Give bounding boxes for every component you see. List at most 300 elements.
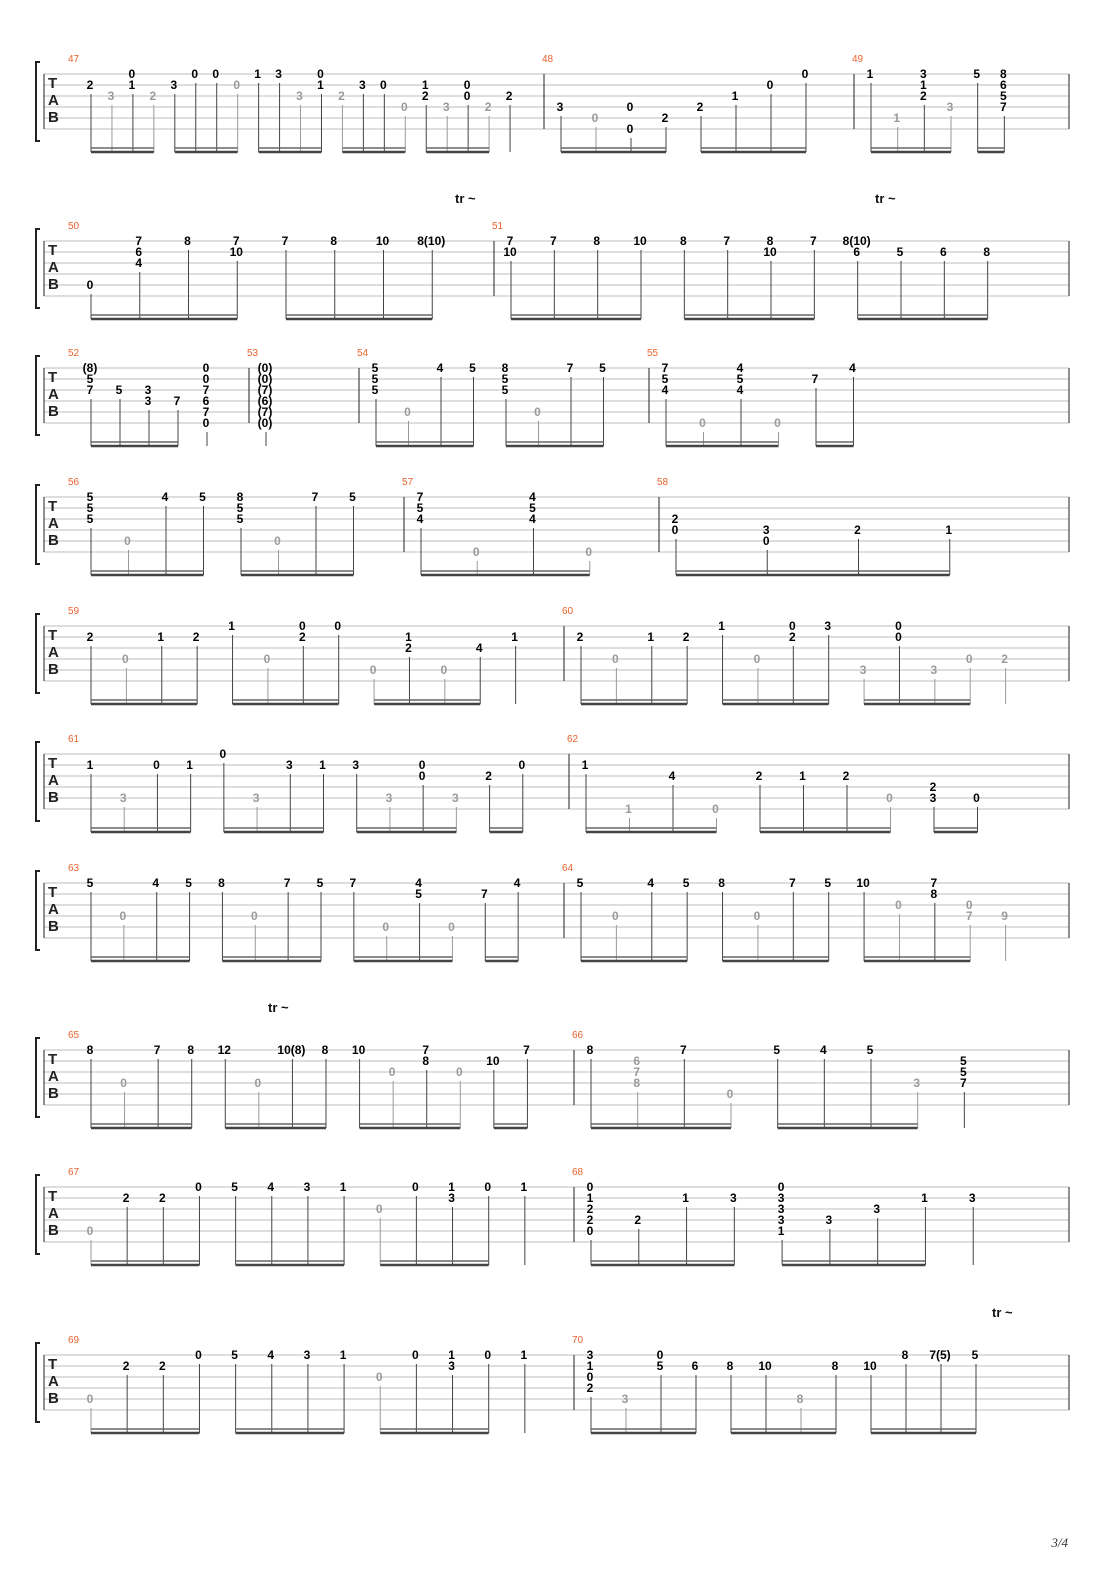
fret-number: 8 — [796, 1392, 804, 1406]
fret-number: 2 — [149, 89, 157, 103]
fret-number: 7 — [930, 876, 938, 890]
fret-number: 5 — [824, 876, 832, 890]
fret-number: 8(10) — [842, 234, 871, 248]
bar — [247, 348, 272, 446]
fret-number: 7 — [422, 1043, 430, 1057]
bar-number: 68 — [572, 1167, 584, 1178]
fret-number: 7 — [999, 100, 1007, 114]
fret-number: 8 — [633, 1076, 641, 1090]
fret-number: 8 — [184, 234, 191, 248]
fret-number: 5 — [199, 490, 206, 504]
fret-number: 3 — [913, 1076, 921, 1090]
fret-number: 0 — [250, 909, 258, 923]
fret-number: 0 — [202, 416, 210, 430]
fret-number: 1 — [228, 619, 235, 633]
fret-number: 4 — [475, 641, 483, 655]
fret-number: 1 — [647, 630, 655, 644]
fret-number: 3 — [448, 1359, 455, 1373]
fret-number: 2 — [788, 630, 796, 644]
fret-number: 7 — [173, 394, 181, 408]
fret-number: 0 — [317, 67, 324, 81]
fret-number: 5 — [185, 876, 192, 890]
fret-number: 7 — [281, 234, 289, 248]
fret-number: 10 — [856, 876, 870, 890]
fret-number: 7 — [633, 1065, 641, 1079]
fret-number: (6) — [257, 394, 273, 408]
fret-number: 5 — [501, 383, 509, 397]
fret-number: 7 — [566, 361, 574, 375]
tab-clef-letter: A — [48, 92, 59, 109]
tab-clef-letter: A — [48, 386, 59, 403]
fret-number: 4 — [161, 490, 169, 504]
fret-number: 3 — [107, 89, 115, 103]
page-number: 3/4 — [1051, 1535, 1068, 1550]
fret-number: 5 — [415, 887, 422, 901]
fret-number: 5 — [86, 501, 94, 515]
tab-clef-letter: T — [48, 884, 58, 901]
fret-number: 10 — [375, 234, 390, 248]
fret-number: 1 — [919, 78, 927, 92]
fret-number: 1 — [319, 758, 326, 772]
fret-number: 0 — [463, 89, 471, 103]
tab-clef-letter: A — [48, 772, 59, 789]
system-bracket — [36, 1038, 40, 1117]
fret-number: 7 — [965, 909, 973, 923]
bar-number: 47 — [68, 54, 80, 65]
bar — [562, 863, 1008, 961]
tab-system — [36, 1000, 1069, 1128]
fret-number: (0) — [257, 361, 273, 375]
fret-number: 0 — [212, 67, 220, 81]
fret-number: 5 — [959, 1065, 967, 1079]
trill-mark: tr ~ — [875, 191, 896, 206]
fret-number: 4 — [415, 876, 422, 890]
fret-number: 5 — [86, 512, 94, 526]
fret-number: 0 — [202, 361, 210, 375]
fret-number: 0 — [801, 67, 809, 81]
fret-number: 1 — [625, 802, 632, 816]
system-bracket — [36, 614, 40, 693]
fret-number: 3 — [285, 758, 293, 772]
bar-number: 64 — [562, 863, 574, 874]
fret-number: 3 — [359, 78, 366, 92]
bar — [68, 221, 445, 319]
tab-system — [36, 734, 1069, 832]
bar-number: 49 — [852, 54, 864, 65]
bar-number: 69 — [68, 1335, 80, 1346]
fret-number: 0 — [671, 523, 679, 537]
fret-number: 0 — [254, 1076, 262, 1090]
fret-number: 0 — [369, 663, 377, 677]
fret-number: 2 — [505, 89, 513, 103]
fret-number: 2 — [854, 523, 861, 537]
fret-number: 4 — [436, 361, 444, 375]
fret-number: 3 — [296, 89, 303, 103]
tab-clef-letter: A — [48, 1068, 59, 1085]
fret-number: 8 — [321, 1043, 329, 1057]
fret-number: 0 — [762, 534, 770, 548]
fret-number: 4 — [267, 1180, 275, 1194]
bar — [357, 348, 606, 446]
fret-number: 5 — [371, 372, 379, 386]
fret-number: 3 — [303, 1348, 311, 1362]
fret-number: 0 — [586, 1180, 594, 1194]
fret-number: 0 — [753, 652, 761, 666]
bar — [68, 1335, 528, 1433]
tab-clef-letter: T — [48, 498, 58, 515]
fret-number: 3 — [930, 663, 938, 677]
bar-number: 67 — [68, 1167, 80, 1178]
system-bracket — [36, 356, 40, 435]
bar-number: 51 — [492, 221, 504, 232]
fret-number: 0 — [455, 1065, 463, 1079]
fret-number: 0 — [219, 747, 227, 761]
fret-number: 10 — [486, 1054, 500, 1068]
tab-system — [36, 54, 1069, 152]
bar — [572, 1030, 967, 1128]
fret-number: 1 — [945, 523, 953, 537]
tab-system — [36, 477, 1069, 575]
fret-number: 3 — [621, 1392, 629, 1406]
fret-number: 2 — [122, 1191, 130, 1205]
fret-number: 7 — [549, 234, 557, 248]
fret-number: 3 — [762, 523, 770, 537]
fret-number: 0 — [86, 1224, 94, 1238]
fret-number: 4 — [267, 1348, 275, 1362]
fret-number: 2 — [919, 89, 927, 103]
fret-number: 3 — [119, 791, 127, 805]
fret-number: 3 — [859, 663, 867, 677]
fret-number: 3 — [729, 1191, 737, 1205]
fret-number: 4 — [135, 256, 143, 270]
fret-number: 7 — [811, 372, 819, 386]
fret-number: 3 — [929, 791, 937, 805]
fret-number: 2 — [586, 1202, 594, 1216]
fret-number: 2 — [661, 111, 669, 125]
fret-number: 6 — [999, 78, 1007, 92]
fret-number: (0) — [257, 416, 273, 430]
fret-number: 3 — [873, 1202, 881, 1216]
bar — [68, 606, 518, 704]
fret-number: 0 — [753, 909, 761, 923]
fret-number: 6 — [853, 245, 861, 259]
fret-number: 2 — [338, 89, 345, 103]
trill-mark: tr ~ — [455, 191, 476, 206]
bar-number: 55 — [647, 348, 659, 359]
fret-number: 7 — [480, 887, 488, 901]
tab-clef-letter: B — [48, 109, 59, 126]
fret-number: 3 — [919, 67, 927, 81]
fret-number: 0 — [586, 1224, 594, 1238]
fret-number: 0 — [128, 67, 136, 81]
tab-clef-letter: A — [48, 1373, 59, 1390]
fret-number: 0 — [124, 534, 131, 548]
fret-number: 0 — [788, 619, 796, 633]
fret-number: 5 — [959, 1054, 967, 1068]
bar-number: 59 — [68, 606, 80, 617]
tab-clef-letter: A — [48, 1205, 59, 1222]
tab-clef-letter: T — [48, 369, 58, 386]
fret-number: 1 — [581, 758, 589, 772]
fret-number: 0 — [484, 1180, 492, 1194]
fret-number: 1 — [421, 78, 429, 92]
bar — [68, 348, 210, 446]
fret-number: 7 — [416, 490, 424, 504]
fret-number: 1 — [520, 1348, 528, 1362]
tab-clef-letter: B — [48, 918, 59, 935]
tab-system — [36, 606, 1069, 704]
bar-number: 57 — [402, 477, 414, 488]
bar — [68, 863, 521, 961]
tab-clef-letter: B — [48, 789, 59, 806]
fret-number: 0 — [375, 1370, 383, 1384]
fret-number: 1 — [339, 1180, 347, 1194]
bar — [572, 1167, 976, 1265]
fret-number: 1 — [339, 1348, 347, 1362]
fret-number: 7 — [679, 1043, 687, 1057]
fret-number: 0 — [895, 619, 902, 633]
fret-number: 1 — [682, 1191, 689, 1205]
tab-clef-letter: B — [48, 403, 59, 420]
tab-clef-letter: T — [48, 242, 58, 259]
fret-number: 5 — [736, 372, 744, 386]
fret-number: 4 — [529, 490, 536, 504]
fret-number: 5 — [349, 490, 356, 504]
fret-number: 1 — [893, 111, 901, 125]
tab-clef-letter: A — [48, 259, 59, 276]
fret-number: 2 — [122, 1359, 130, 1373]
fret-number: 5 — [682, 876, 690, 890]
fret-number: 2 — [158, 1191, 166, 1205]
fret-number: 8 — [586, 1043, 594, 1057]
tab-clef-letter: B — [48, 1390, 59, 1407]
fret-number: 3 — [946, 100, 954, 114]
fret-number: 0 — [965, 898, 973, 912]
fret-number: 2 — [755, 769, 763, 783]
fret-number: 5 — [115, 383, 123, 397]
fret-number: 2 — [484, 100, 492, 114]
system-bracket — [36, 229, 40, 308]
fret-number: 0 — [656, 1348, 664, 1362]
fret-number: 8(10) — [417, 234, 446, 248]
fret-number: 4 — [529, 512, 536, 526]
fret-number: 2 — [485, 769, 492, 783]
fret-number: 0 — [191, 67, 199, 81]
fret-number: 2 — [1001, 652, 1008, 666]
fret-number: 0 — [418, 758, 426, 772]
fret-number: 3 — [385, 791, 393, 805]
fret-number: 0 — [412, 1180, 419, 1194]
fret-number: 5 — [371, 383, 379, 397]
fret-number: 0 — [418, 769, 426, 783]
fret-number: 8 — [422, 1054, 430, 1068]
fret-number: 0 — [86, 278, 94, 292]
fret-number: 1 — [157, 630, 165, 644]
fret-number: 7(5) — [929, 1348, 951, 1362]
tab-clef-letter: B — [48, 276, 59, 293]
tab-system — [36, 191, 1069, 319]
fret-number: 5 — [236, 501, 244, 515]
fret-number: 1 — [405, 630, 412, 644]
fret-number: 4 — [736, 383, 744, 397]
fret-number: 8 — [930, 887, 938, 901]
fret-number: 0 — [120, 1076, 127, 1090]
bar-number: 53 — [247, 348, 259, 359]
fret-number: 1 — [448, 1348, 455, 1362]
fret-number: 0 — [965, 652, 973, 666]
fret-number: 7 — [135, 234, 143, 248]
tab-clef-letter: B — [48, 532, 59, 549]
fret-number: 0 — [626, 122, 634, 136]
bar — [572, 1335, 979, 1433]
bar-number: 63 — [68, 863, 80, 874]
system-bracket — [36, 1343, 40, 1422]
fret-number: 1 — [921, 1191, 928, 1205]
fret-number: 0 — [712, 802, 719, 816]
fret-number: 5 — [316, 876, 324, 890]
fret-number: 5 — [529, 501, 536, 515]
fret-number: 1 — [799, 769, 806, 783]
fret-number: 1 — [317, 78, 324, 92]
fret-number: 2 — [405, 641, 412, 655]
fret-number: 10 — [863, 1359, 877, 1373]
fret-number: 0 — [298, 619, 306, 633]
fret-number: 3 — [824, 619, 832, 633]
fret-number: 8 — [236, 490, 244, 504]
fret-number: 3 — [777, 1202, 785, 1216]
fret-number: 8 — [718, 876, 725, 890]
fret-number: 8 — [901, 1348, 909, 1362]
fret-number: 7 — [959, 1076, 967, 1090]
fret-number: 10 — [351, 1043, 366, 1057]
fret-number: 5 — [656, 1359, 664, 1373]
fret-number: 4 — [819, 1043, 827, 1057]
fret-number: 10 — [229, 245, 243, 259]
fret-number: 6 — [633, 1054, 641, 1068]
fret-number: 3 — [442, 100, 450, 114]
fret-number: 2 — [192, 630, 200, 644]
fret-number: 10 — [763, 245, 777, 259]
fret-number: 2 — [86, 630, 94, 644]
bar-number: 62 — [567, 734, 579, 745]
fret-number: 3 — [352, 758, 360, 772]
fret-number: 1 — [520, 1180, 528, 1194]
fret-number: 0 — [534, 405, 541, 419]
bar — [567, 734, 980, 832]
fret-number: 0 — [400, 100, 408, 114]
fret-number: 0 — [612, 652, 619, 666]
fret-number: 7 — [202, 383, 210, 397]
fret-number: 4 — [661, 383, 669, 397]
fret-number: 1 — [511, 630, 518, 644]
fret-number: 7 — [809, 234, 817, 248]
fret-number: 2 — [929, 780, 937, 794]
fret-number: 8 — [831, 1359, 839, 1373]
fret-number: 2 — [586, 1381, 594, 1395]
fret-number: 0 — [448, 920, 455, 934]
fret-number: 3 — [586, 1348, 594, 1362]
tab-clef-letter: A — [48, 644, 59, 661]
fret-number: 0 — [463, 78, 471, 92]
fret-number: 5 — [231, 1348, 238, 1362]
fret-number: 2 — [842, 769, 850, 783]
fret-number: 1 — [731, 89, 739, 103]
fret-number: 9 — [1001, 909, 1008, 923]
fret-number: 5 — [971, 1348, 979, 1362]
fret-number: 5 — [416, 501, 424, 515]
tab-clef-letter: B — [48, 1222, 59, 1239]
bar — [68, 54, 513, 152]
fret-number: 5 — [973, 67, 981, 81]
fret-number: 0 — [195, 1348, 202, 1362]
fret-number: 0 — [586, 1370, 594, 1384]
fret-number: 6 — [202, 394, 210, 408]
fret-number: 7 — [661, 361, 669, 375]
fret-number: 5 — [896, 245, 904, 259]
bar — [68, 477, 356, 575]
fret-number: 0 — [195, 1180, 202, 1194]
fret-number: (8) — [82, 361, 98, 375]
fret-number: 4 — [647, 876, 655, 890]
fret-number: 0 — [777, 1180, 785, 1194]
fret-number: 4 — [513, 876, 521, 890]
fret-number: 3 — [252, 791, 260, 805]
fret-number: 8 — [593, 234, 601, 248]
fret-number: 0 — [388, 1065, 396, 1079]
fret-number: 7 — [86, 383, 94, 397]
fret-number: 0 — [886, 791, 893, 805]
tab-clef-letter: B — [48, 661, 59, 678]
fret-number: 10 — [633, 234, 647, 248]
fret-number: 3 — [144, 383, 152, 397]
fret-number: 0 — [585, 545, 593, 559]
fret-number: 0 — [895, 898, 902, 912]
fret-number: 7 — [311, 490, 319, 504]
fret-number: 0 — [233, 78, 241, 92]
bar — [68, 1030, 530, 1128]
fret-number: 0 — [86, 1392, 94, 1406]
fret-number: 7 — [506, 234, 514, 248]
fret-number: 10 — [758, 1359, 772, 1373]
fret-number: 0 — [122, 652, 129, 666]
fret-number: 8 — [999, 67, 1007, 81]
tab-clef-letter: T — [48, 1188, 58, 1205]
fret-number: 1 — [586, 1191, 594, 1205]
fret-number: 7 — [523, 1043, 530, 1057]
fret-number: 7 — [349, 876, 357, 890]
fret-number: 8 — [983, 245, 991, 259]
fret-number: 3 — [170, 78, 178, 92]
fret-number: 2 — [682, 630, 690, 644]
bar-number: 70 — [572, 1335, 584, 1346]
bar-number: 52 — [68, 348, 80, 359]
bar-number: 61 — [68, 734, 80, 745]
fret-number: 0 — [726, 1087, 734, 1101]
fret-number: 2 — [298, 630, 306, 644]
fret-number: 5 — [773, 1043, 781, 1057]
fret-number: 1 — [128, 78, 136, 92]
fret-number: 5 — [236, 512, 244, 526]
fret-number: 3 — [825, 1213, 833, 1227]
tab-clef-letter: T — [48, 755, 58, 772]
fret-number: 8 — [330, 234, 338, 248]
bar-number: 56 — [68, 477, 80, 488]
tab-system — [36, 863, 1069, 961]
fret-number: 5 — [599, 361, 606, 375]
fret-number: 2 — [671, 512, 679, 526]
fret-number: 2 — [86, 78, 94, 92]
system-bracket — [36, 62, 40, 141]
